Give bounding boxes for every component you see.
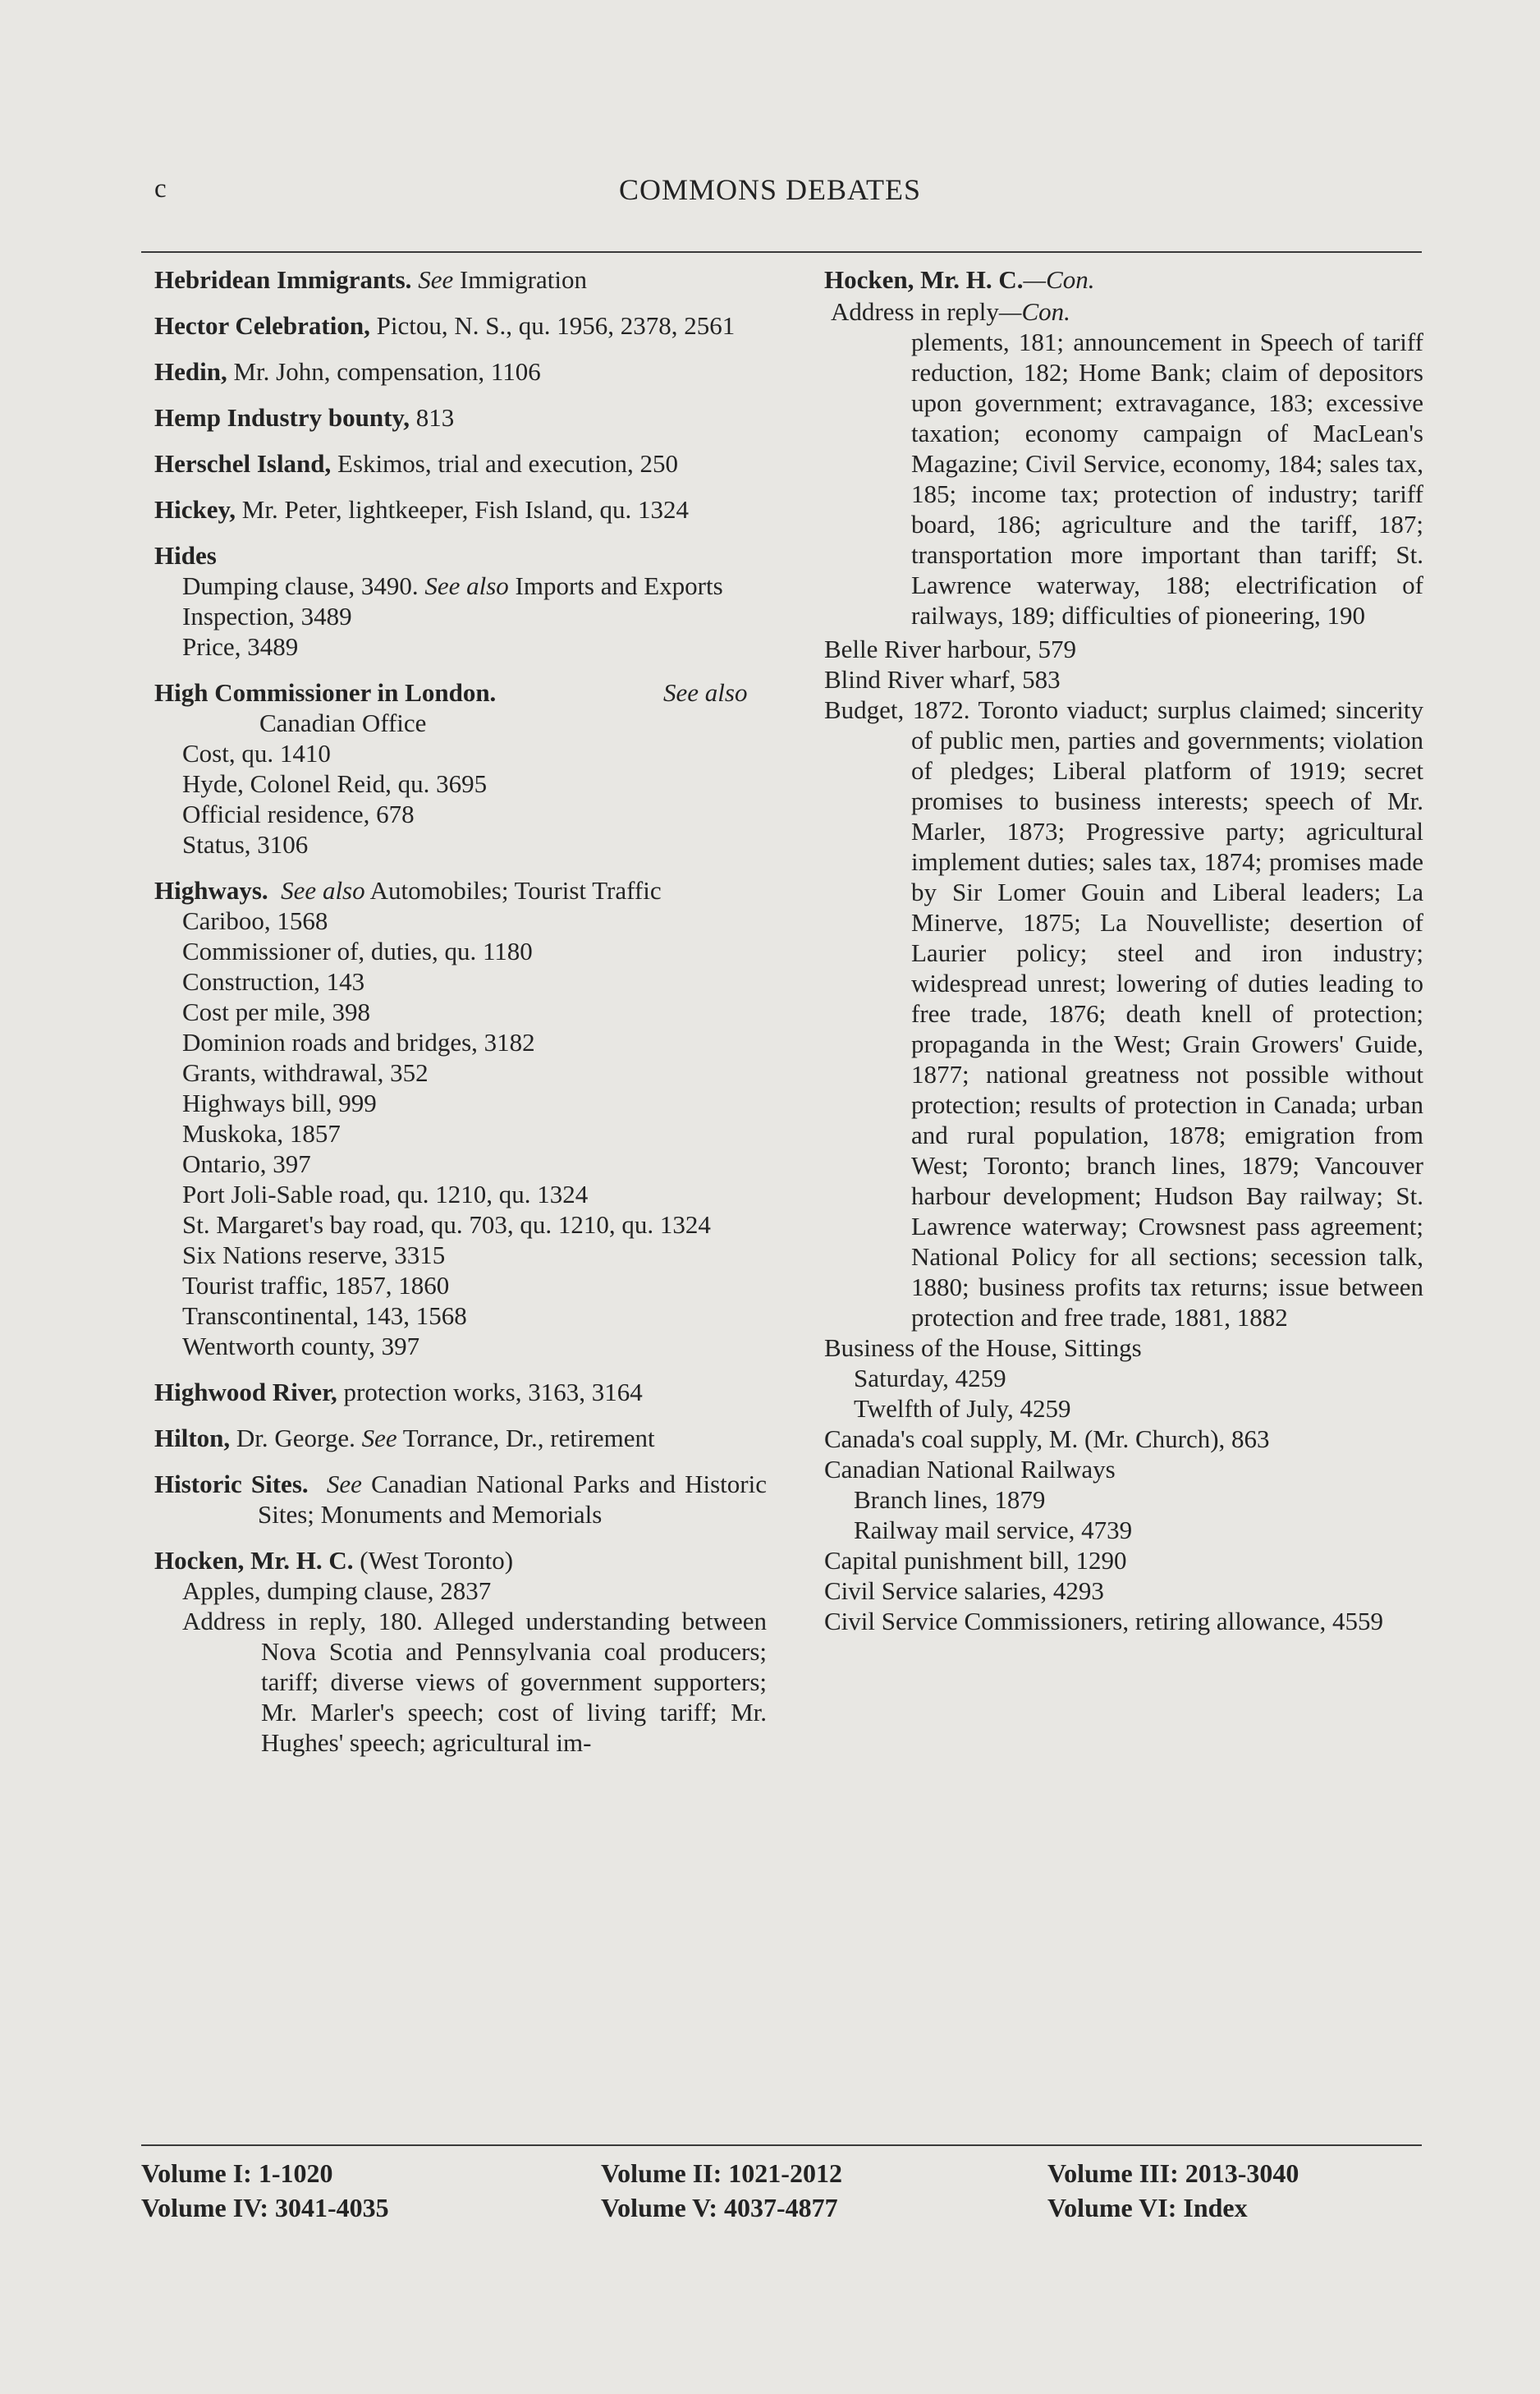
volume-label: Volume V: 4037-4877 <box>601 2193 838 2222</box>
volume-label: Volume VI: Index <box>1047 2193 1248 2222</box>
entry-heading: Hocken, Mr. H. C. <box>154 1546 354 1575</box>
entry-text: Automobiles; Tourist Traffic <box>364 876 662 905</box>
volume-label: Volume III: 2013-3040 <box>1047 2158 1299 2188</box>
sub-entry: Cost per mile, 398 <box>182 998 371 1026</box>
sub-entry: Apples, dumping clause, 2837 <box>182 1576 492 1605</box>
sub-entry: Address in reply, 180. Alleged understanding between Nova Scotia and Pennsylvania coal producers; tariff; diverse views of government supporters; Mr. Marler's speech; cost of living tariff; Mr. Hughes' speech; agricultural im- <box>182 1607 767 1757</box>
index-entry-hides <box>154 540 767 662</box>
see-reference: See <box>418 265 454 294</box>
entry-text: Mr. John, compensation, 1106 <box>227 357 541 386</box>
footer-volumes-middle <box>601 2156 842 2225</box>
sub-entry: Six Nations reserve, 3315 <box>182 1241 446 1269</box>
sub-entry: Belle River harbour, 579 <box>824 635 1076 663</box>
entry-heading: Highwood River, <box>154 1378 337 1406</box>
sub-entry: Capital punishment bill, 1290 <box>824 1546 1127 1575</box>
sub-entry: Inspection, 3489 <box>182 602 352 631</box>
sub-entry: Ontario, 397 <box>182 1149 311 1178</box>
sub-entry: Tourist traffic, 1857, 1860 <box>182 1271 450 1300</box>
index-entry-hocken <box>154 1545 767 1758</box>
entry-heading: Highways. <box>154 876 268 905</box>
sub-entry: Canadian National Railways <box>824 1455 1116 1484</box>
sub-entry: Grants, withdrawal, 352 <box>182 1058 429 1087</box>
entry-heading: Hickey, <box>154 495 236 524</box>
see-reference: See <box>326 1470 362 1498</box>
sub-sub-entry: Saturday, 4259 <box>854 1364 1006 1392</box>
entry-heading: Hebridean Immigrants. <box>154 265 412 294</box>
sub-sub-entry: Branch lines, 1879 <box>854 1485 1046 1514</box>
footer-volumes-left <box>141 2156 389 2225</box>
index-entry-highways <box>154 875 767 1361</box>
entry-head-line: High Commissioner in London. See also <box>154 678 748 707</box>
entry-text: Pictou, N. S., qu. 1956, 2378, 2561 <box>369 311 736 340</box>
index-entry-hedin <box>154 356 767 387</box>
volume-label: Volume II: 1021-2012 <box>601 2158 842 2188</box>
index-entry-herschel <box>154 448 767 479</box>
entry-heading: Hilton, <box>154 1424 231 1452</box>
sub-entry: Cariboo, 1568 <box>182 906 328 935</box>
sub-entry: Port Joli-Sable road, qu. 1210, qu. 1324 <box>182 1180 589 1208</box>
left-column <box>154 264 767 1773</box>
header-rule <box>141 251 1422 253</box>
entry-heading: Hemp Industry bounty, <box>154 403 410 432</box>
see-reference: See <box>361 1424 397 1452</box>
entry-heading: High Commissioner in London. <box>154 678 497 707</box>
entry-text: 813 <box>409 403 455 432</box>
continued-label: —Con. <box>998 297 1070 326</box>
sub-entry: Hyde, Colonel Reid, qu. 3695 <box>182 769 488 798</box>
entry-text: Canadian National Parks and Historic Sites; Monuments and Memorials <box>258 1470 767 1529</box>
sub-entry: Wentworth county, 397 <box>182 1332 420 1360</box>
sub-entry-address-continued <box>824 296 1423 327</box>
sub-entry: Construction, 143 <box>182 967 365 996</box>
entry-text: Torrance, Dr., retirement <box>396 1424 655 1452</box>
sub-entry: Transcontinental, 143, 1568 <box>182 1301 467 1330</box>
sub-entry: Highways bill, 999 <box>182 1089 377 1117</box>
sub-entry: Muskoka, 1857 <box>182 1119 341 1148</box>
entry-text: Dr. George. <box>230 1424 362 1452</box>
index-entry-highwood <box>154 1377 767 1407</box>
sub-sub-entry: Twelfth of July, 4259 <box>854 1394 1071 1423</box>
entry-head-line <box>154 875 767 906</box>
sub-entry-text: plements, 181; announcement in Speech of tariff reduction, 182; Home Bank; claim of depositors upon government; extravagance, 183; excessive taxation; economy campaign of MacLean's Magazine; Civil Service, economy, 184; sales tax, 185; income tax; protection of industry; tariff board, 186; agriculture and the tariff, 187; transportation more important than tariff; St. Lawrence waterway, 188; electrification of railways, 189; difficulties of pioneering, 190 <box>911 328 1423 630</box>
see-reference: See also <box>281 876 365 905</box>
page-number: c <box>154 174 167 204</box>
footer-rule <box>141 2144 1422 2146</box>
entry-text: protection works, 3163, 3164 <box>337 1378 643 1406</box>
entry-heading: Herschel Island, <box>154 449 332 478</box>
right-column <box>824 264 1423 1636</box>
entry-text: Imports and Exports <box>508 571 723 600</box>
entry-text: Address in reply <box>831 297 999 326</box>
sub-entry: Business of the House, Sittings <box>824 1333 1142 1362</box>
index-entry-historic-sites <box>154 1469 767 1530</box>
volume-label: Volume IV: 3041-4035 <box>141 2193 389 2222</box>
sub-entry: Civil Service salaries, 4293 <box>824 1576 1104 1605</box>
entry-head-line <box>154 1545 767 1575</box>
sub-entry: St. Margaret's bay road, qu. 703, qu. 1210, qu. 1324 <box>182 1210 711 1239</box>
entry-heading: Hides <box>154 541 217 570</box>
index-entry-hemp <box>154 402 767 433</box>
sub-entry: Dominion roads and bridges, 3182 <box>182 1028 535 1057</box>
sub-entry: Status, 3106 <box>182 830 309 859</box>
sub-entry: Civil Service Commissioners, retiring allowance, 4559 <box>824 1607 1384 1635</box>
sub-entry: Official residence, 678 <box>182 800 415 828</box>
continued-label: —Con. <box>1023 265 1095 294</box>
sub-entry: Budget, 1872. Toronto viaduct; surplus claimed; sincerity of public men, parties and governments; violation of pledges; Liberal platform of 1919; secret promises to business interests; speech of Mr. Marler, 1873; Progressive party; agricultural implement duties; sales tax, 1874; promises made by Sir Lomer Gouin and Liberal leaders; La Minerve, 1875; La Nouvelliste; desertion of Laurier policy; steel and iron industry; widespread unrest; lowering of duties leading to free trade, 1876; death knell of protection; propaganda in the West; Grain Growers' Guide, 1877; national greatness not possible without protection; results of protection in Canada; urban and rural population, 1878; emigration from West; Toronto; branch lines, 1879; Vancouver harbour development; Hudson Bay railway; St. Lawrence waterway; Crowsnest pass agreement; National Policy for all sections; secession talk, 1880; business profits tax returns; issue between protection and free trade, 1881, 1882 <box>824 695 1423 1332</box>
index-entry-hebridean <box>154 264 767 295</box>
entry-text: Mr. Peter, lightkeeper, Fish Island, qu. 1324 <box>236 495 690 524</box>
sub-entry: Cost, qu. 1410 <box>182 739 331 768</box>
index-entry-hilton <box>154 1423 767 1453</box>
entry-text: Dumping clause, 3490. <box>182 571 425 600</box>
sub-entry: Blind River wharf, 583 <box>824 665 1061 694</box>
entry-text: Immigration <box>453 265 587 294</box>
sub-entry: Canada's coal supply, M. (Mr. Church), 863 <box>824 1424 1270 1453</box>
see-reference: See also <box>424 571 509 600</box>
sub-entry: Commissioner of, duties, qu. 1180 <box>182 937 533 965</box>
index-entry-hickey <box>154 494 767 525</box>
entry-heading: Hector Celebration, <box>154 311 370 340</box>
sub-sub-entry: Railway mail service, 4739 <box>854 1516 1133 1544</box>
index-entry-high-commissioner <box>154 677 767 860</box>
sub-entry <box>154 571 767 601</box>
entry-heading: Historic Sites. <box>154 1470 309 1498</box>
index-entry-hector <box>154 310 767 341</box>
entry-text: Canadian Office <box>259 709 427 737</box>
sub-entry: Price, 3489 <box>182 632 299 661</box>
entry-heading: Hocken, Mr. H. C. <box>824 265 1024 294</box>
entry-text: (West Toronto) <box>353 1546 514 1575</box>
running-title: COMMONS DEBATES <box>618 173 922 206</box>
entry-heading: Hedin, <box>154 357 227 386</box>
volume-label: Volume I: 1-1020 <box>141 2158 333 2188</box>
index-entry-hocken-continued <box>824 264 1423 295</box>
entry-text: Eskimos, trial and execution, 250 <box>331 449 679 478</box>
footer-volumes-right <box>1047 2156 1299 2225</box>
